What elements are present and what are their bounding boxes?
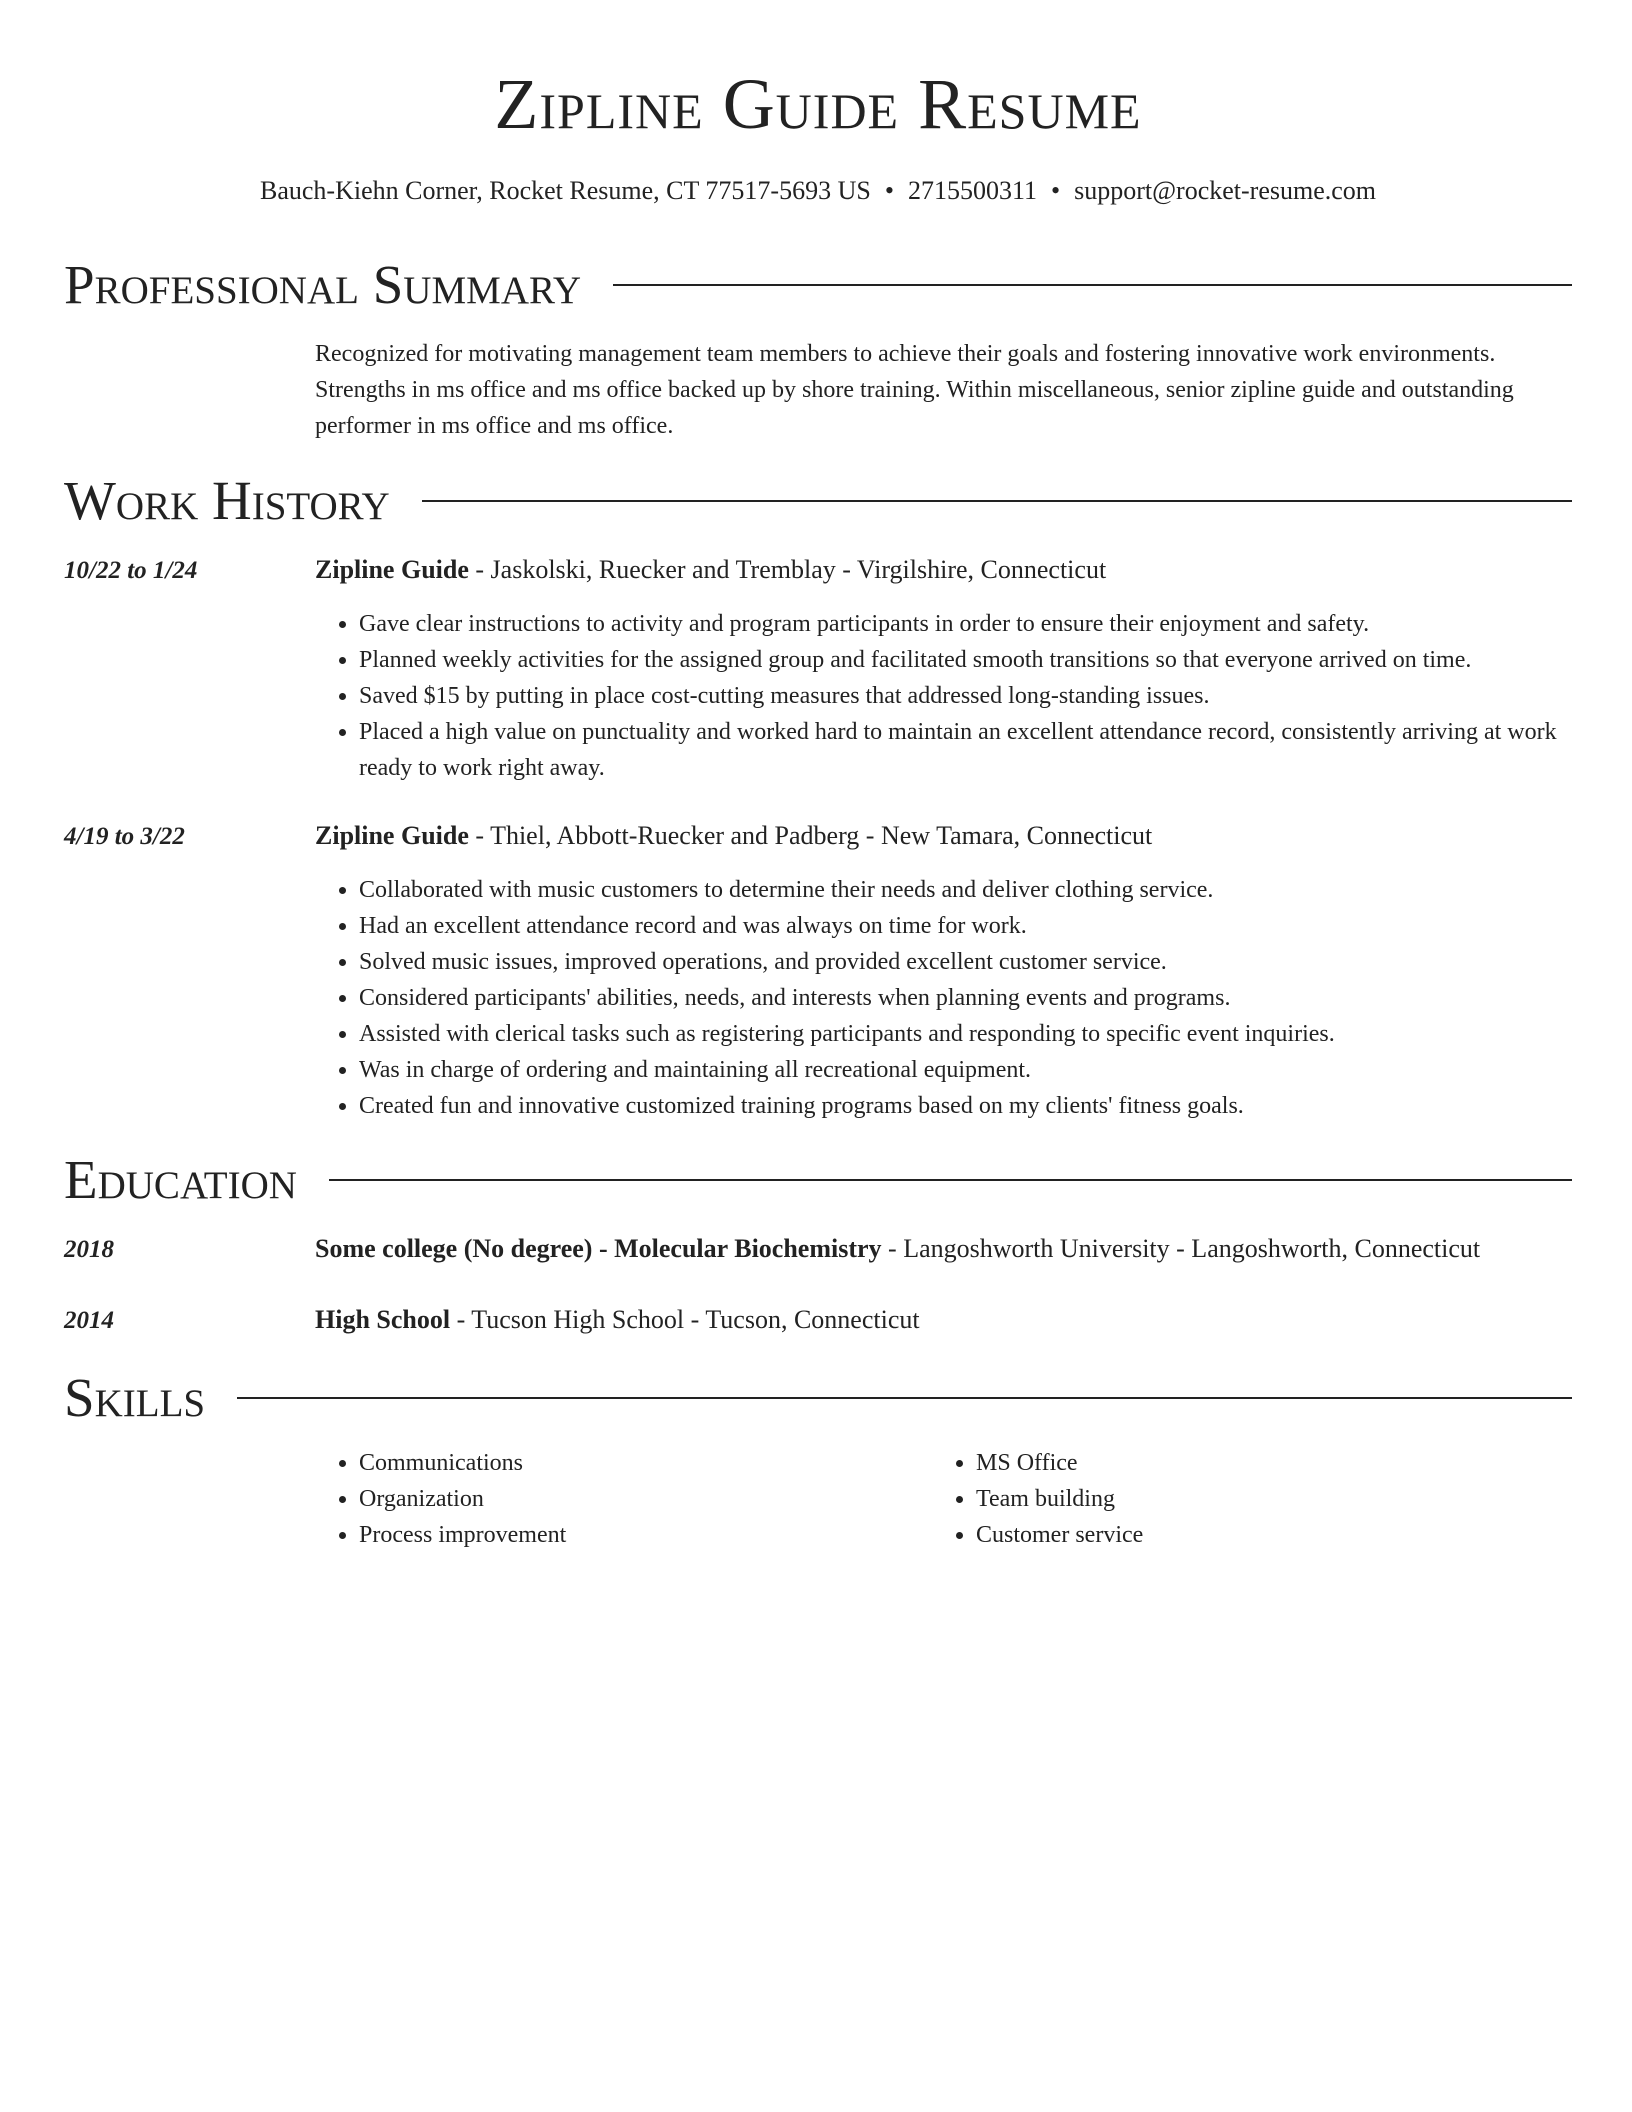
job-title-line <box>315 552 1572 588</box>
education-year: 2014 <box>64 1307 114 1334</box>
list-item: • Organization <box>359 1481 915 1517</box>
list-item: • Communications <box>359 1445 915 1481</box>
list-item: • Considered participants' abilities, needs, and interests when planning events and programs. <box>359 980 1572 1016</box>
job-dates: 10/22 to 1/24 <box>64 557 198 584</box>
list-item: • Gave clear instructions to activity and program participants in order to ensure their enjoyment and safety. <box>359 606 1572 642</box>
work-section-header <box>64 466 1572 536</box>
list-item: • Had an excellent attendance record and was always on time for work. <box>359 908 1572 944</box>
job-title-line <box>315 818 1572 854</box>
list-item: • Planned weekly activities for the assigned group and facilitated smooth transitions so that everyone arrived on time. <box>359 642 1572 678</box>
section-heading-summary: Professional Summary <box>64 254 582 315</box>
summary-section-header <box>64 250 1572 320</box>
resume-title: Zipline Guide Resume <box>494 64 1142 144</box>
section-heading-education: Education <box>64 1149 297 1210</box>
job-employer: - Jaskolski, Ruecker and Tremblay - Virgilshire, Connecticut <box>468 555 1107 584</box>
contact-separator: • <box>884 176 894 205</box>
skills-list-left <box>315 1445 915 1553</box>
list-item: • Assisted with clerical tasks such as registering participants and responding to specific event inquiries. <box>359 1016 1572 1052</box>
section-heading-skills: Skills <box>64 1367 206 1428</box>
section-divider <box>613 284 1572 286</box>
education-section-header <box>64 1145 1572 1215</box>
job-bullets <box>315 606 1572 786</box>
skills-list-right <box>932 1445 1532 1553</box>
contact-line <box>64 174 1572 208</box>
contact-phone: 2715500311 <box>907 176 1037 205</box>
list-item: • Customer service <box>976 1517 1532 1553</box>
section-divider <box>422 500 1572 502</box>
job-employer: - Thiel, Abbott-Ruecker and Padberg - New Tamara, Connecticut <box>468 821 1153 850</box>
education-degree: High School <box>315 1305 451 1334</box>
contact-separator: • <box>1050 176 1061 205</box>
job-title: Zipline Guide <box>315 821 469 850</box>
list-item: • Solved music issues, improved operations, and provided excellent customer service. <box>359 944 1572 980</box>
education-line <box>315 1231 1572 1267</box>
summary-text: Recognized for motivating management team members to achieve their goals and fostering innovative work environments. Strengths in ms office and ms office backed up by shore training. Within miscellaneous, senior zipline guide and outstanding performer in ms office and ms office. <box>315 341 1514 439</box>
job-title: Zipline Guide <box>315 555 469 584</box>
section-divider <box>329 1179 1572 1181</box>
section-heading-work: Work History <box>64 470 390 531</box>
job-dates: 4/19 to 3/22 <box>64 823 185 850</box>
list-item: • MS Office <box>976 1445 1532 1481</box>
list-item: • Process improvement <box>359 1517 915 1553</box>
list-item: • Placed a high value on punctuality and worked hard to maintain an excellent attendance record, consistently arriving at work ready to work right away. <box>359 714 1572 786</box>
list-item: • Saved $15 by putting in place cost-cutting measures that addressed long-standing issues. <box>359 678 1572 714</box>
education-school: - Tucson High School - Tucson, Connecticut <box>450 1305 920 1334</box>
education-school: - Langoshworth University - Langoshworth, Connecticut <box>881 1234 1481 1263</box>
education-degree: Some college (No degree) - Molecular Biochemistry <box>315 1234 882 1263</box>
education-year: 2018 <box>64 1236 114 1263</box>
education-line <box>315 1302 1572 1338</box>
list-item: • Team building <box>976 1481 1532 1517</box>
section-divider <box>237 1397 1572 1399</box>
contact-address: Bauch-Kiehn Corner, Rocket Resume, CT 77517-5693 US <box>259 176 871 205</box>
list-item: • Collaborated with music customers to determine their needs and deliver clothing service. <box>359 872 1572 908</box>
job-bullets <box>315 872 1572 1124</box>
list-item: • Was in charge of ordering and maintaining all recreational equipment. <box>359 1052 1572 1088</box>
list-item: • Created fun and innovative customized training programs based on my clients' fitness goals. <box>359 1088 1572 1124</box>
contact-email: support@rocket-resume.com <box>1074 176 1377 205</box>
skills-section-header <box>64 1363 1572 1433</box>
